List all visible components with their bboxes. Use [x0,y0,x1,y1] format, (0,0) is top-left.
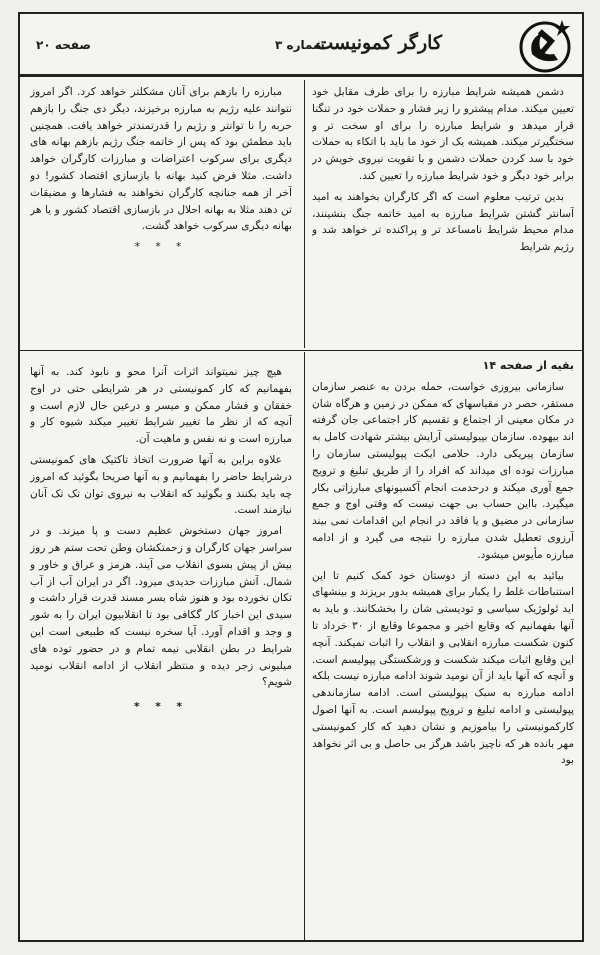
column-top-right [312,84,574,346]
section-divider [20,350,582,351]
column-divider-top [304,80,305,348]
paragraph: سازمانی بیروزی خواست، حمله بردن به عنصر سازمان مستقر، حصر در مقیاسهای که ممکن در زمین و هرگاه شان در مکان معینی از اجتماع و تقسیم کار اجتماعی جان گرفته اند بیهوده. سازمان بپیولیستی آرایش بیشتر شهادت کامل به سازمان پیریکی دارد. حلامی ایکت پپولیستی سازمان را مبارزات توده ای میداند که افراد را از طریق تبلیغ و ترویج جمع آوری میکند و درحدمت انجام آکسیونهای مبارزاتی بکار میگیرد. بااین حساب بی جهت نیست که وقتی اوج و جمع سازمانی در مضیق و یا فاقد در انجام این اقدامات نمی بیند آرزوی تعطیل شدن مبارزه را نتیجه می گیرد و از ادامه مبارزه مأیوس میشود. [312,380,574,561]
section-stars: * * * [134,241,188,254]
column-divider-bottom [304,352,305,940]
page-number: صفحه ۲۰ [36,38,91,52]
paragraph: هیچ چیز نمیتواند اثرات آنرا محو و نابود کند. به آنها بفهمانیم که کار کمونیستی در هر شرایطی حتی در اوج خفقان و فشار ممکن و میسر و درعین حال لازم است و آنچه که از نظر ما تغییر شرایط تغییر میکند شیوه کار و مبارزه است و نه نفس و ماهیت آن. [30,366,292,446]
paragraph: بدین ترتیب معلوم است که اگر کارگران بخواهند به امید آسانتر گشتن شرایط مبارزه به امید خاتمه جنگ بنشینند، مدام محیط شرایط نامساعد تر و پراکنده تر خواهد شد و رژیم شرایط [312,190,574,254]
hammer-sickle-star-icon [516,16,574,74]
column-bottom-right [312,358,574,936]
masthead [20,14,582,76]
masthead-rule [20,76,582,79]
paragraph: امروز جهان دستخوش عظیم دست و پا میزند. و در سراسر جهان کارگران و زحمتکشان وطن تحت ستم هر روز بیش از پیش بسوی انقلاب می آیند. هرمز و عراق و خاور و شمال. آتش مبارزات حدیدی میرود. اگر در ایران آب از آب تکان نخورده بود و هنوز شاه بسر مسند قدرت قرار داشت و سیدی این اخبار کار گکافی بود تا انقلابیون ایران را به شور و وجد و اقدام آورد. آیا سخره نیست که طبیعی است این شرایط در بطن انقلابی نیمه تمام و در حضور توده های میلیونی زجر دیده و منتظر انقلاب از ادامه انقلاب نومید شویم؟ [30,525,292,689]
issue-number: شماره ۳ [275,38,325,52]
paragraph: علاوه براین به آنها ضرورت اتخاذ تاکتیک های کمونیستی درشرایط حاضر را بفهمانیم و به آنها صریحا بگوئید که امروز چه باید بکنند و بگوئید که انقلاب به نیروی توان تک تک آنان نیازمند است. [30,453,292,517]
masthead-title: کارگر کمونیست [315,32,442,54]
newspaper-page [18,12,584,942]
continued-from-label: بقیه از صفحه ۱۴ [482,359,574,372]
section-stars: * * * [134,701,188,714]
paragraph: دشمن همیشه شرایط مبارزه را برای طرف مقابل خود تعیین میکند. مدام پیشترو را زیر فشار و حملات خود در تنگنا قرار میدهد و شرایط مبارزه را برای او سخت تر و سختگیرتر میکند. همیشه یک از خود ما باید با اتکاء به حملات خود با سد کردن حملات دشمن و با تقویت نیروی خویش در برابر خود دیگر و خود شرایط مبارزه را تعیین کند. [312,86,574,182]
paragraph: مبارزه را بازهم برای آنان مشکلتر خواهد کرد. اگر امروز نتوانند علیه رژیم به مبارزه برخیزند، دیگر دی جنگ را بازهم حربه را نا توانتر و رژیم را قدرتمندتر خواهد یافت. همچنین باید مطمئن بود که پس از خاتمه جنگ رژیم بازهم بهانه های دیگری برای سرکوب اعتراضات و مبارزات کارگران خواهد داشت. مثلا فرض کنید بهانه با بازسازی اقتصاد کشور! دو آخر از همه جنانچه کارگران نخواهند به فشارها و مضیقات تن دهند مثلا به بهانه احلال در بازسازی اقتصاد کشور و یا هر بهانه دیگری سرکوب خواهد گشت. [30,86,292,233]
paragraph: بیائید به این دسته از دوستان خود کمک کنیم تا این استنباطات غلط را یکبار برای همیشه بدور بریزند و بینشهای اید ئولوژیک سیاسی و تودیستی شان را بخشکانند. و باید به آنها بفهمانیم که وقایع اخیر و مجموعا وقایع از ۳۰ خرداد تا کنون شکست مبارزه انقلابی و انقلاب را اثبات نمیکند. آنچه این وقایع اثبات میکند شکست و ورشکستگی پپولیسم است. و آنچه که آنها باید از آن نومید شوند ادامه مبارزه نیست بلکه ادامه مبارزه به سبک پپولیستی است. ادامه سازماندهی پپولیستی و ادامه تبلیغ و ترویج پپولیسم است. به آنها اصول کارکمونیستی را بیاموزیم و نشان دهید که کار کمونیستی مهر بانده هر که ناچیز باشد هرگز بی حاصل و بی اثر نخواهد بود [312,569,574,767]
column-bottom-left [30,364,292,834]
column-top-left [30,84,292,346]
